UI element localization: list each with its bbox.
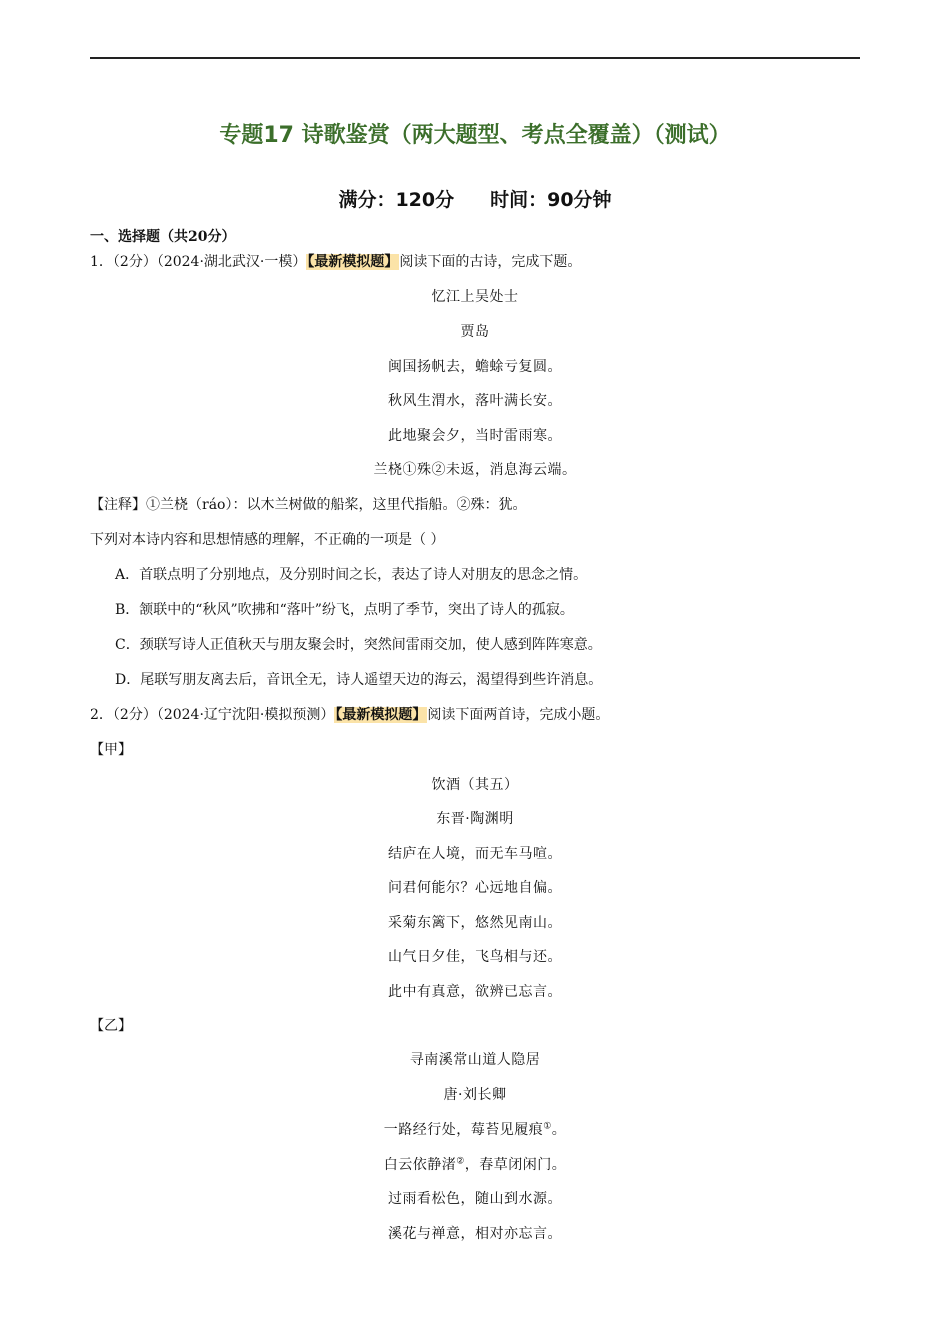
q1-question: 下列对本诗内容和思想情感的理解，不正确的一项是（ ）: [90, 532, 445, 548]
q1-option-c[interactable]: C．颈联写诗人正值秋天与朋友聚会时，突然间雷雨交加，使人感到阵阵寒意。: [115, 637, 602, 653]
full-score: 满分：120分: [338, 189, 455, 211]
section-heading: 一、选择题（共20分）: [90, 229, 236, 245]
jia-poem-line: 问君何能尔？心远地自偏。: [388, 880, 562, 896]
yi-poem-line: [90, 1155, 860, 1175]
q1-option-d[interactable]: D．尾联写朋友离去后，音讯全无，诗人遥望天边的海云，渴望得到些许消息。: [115, 672, 603, 688]
yi-poem-author: 唐·刘长卿: [443, 1087, 507, 1103]
q2-tag: 【最新模拟题】: [335, 707, 427, 723]
yi-line1-text: 一路经行处，莓苔见履痕: [383, 1122, 544, 1138]
q1-poem-line: 闽国扬帆去，蟾蜍亏复圆。: [388, 359, 562, 375]
q1-poem-line: 此地聚会夕，当时雷雨寒。: [388, 428, 562, 444]
score-time-line: [0, 185, 950, 212]
jia-poem-line: 结庐在人境，而无车马喧。: [388, 846, 562, 862]
yi-line1-end: 。: [551, 1122, 567, 1138]
yi-poem-line: 过雨看松色，随山到水源。: [388, 1191, 562, 1207]
header-rule: [90, 57, 860, 59]
q1-prefix: 1．（2分）（2024·湖北武汉·一模）: [90, 254, 307, 270]
yi-poem-line: [90, 1120, 860, 1140]
jia-poem-title: 饮酒（其五）: [431, 777, 519, 793]
q1-poem-title: 忆江上吴处士: [431, 289, 519, 305]
footnote-mark: ②: [456, 1156, 465, 1167]
jia-poem-line: 此中有真意，欲辨已忘言。: [388, 984, 562, 1000]
q1-tag: 【最新模拟题】: [307, 254, 399, 270]
jia-poem-author: 东晋·陶渊明: [436, 811, 514, 827]
q1-poem-author: 贾岛: [460, 324, 490, 340]
yi-label: 【乙】: [90, 1018, 132, 1034]
q2-text: 阅读下面两首诗，完成小题。: [427, 707, 610, 723]
q2-prefix: 2．（2分）（2024·辽宁沈阳·模拟预测）: [90, 707, 335, 723]
q1-text: 阅读下面的古诗，完成下题。: [399, 254, 582, 270]
footnote-mark: ①: [543, 1121, 552, 1132]
exam-time: 时间：90分钟: [490, 189, 612, 211]
yi-poem-title: 寻南溪常山道人隐居: [409, 1052, 541, 1068]
question-1-header: [90, 252, 860, 272]
yi-line2-text: 白云依静渚: [383, 1157, 457, 1173]
jia-poem-line: 采菊东篱下，悠然见南山。: [388, 915, 562, 931]
q1-option-a[interactable]: A．首联点明了分别地点，及分别时间之长，表达了诗人对朋友的思念之情。: [115, 567, 588, 583]
jia-label: 【甲】: [90, 742, 132, 758]
question-2-header: [90, 705, 860, 725]
q1-option-b[interactable]: B．颔联中的“秋风”吹拂和“落叶”纷飞，点明了季节，突出了诗人的孤寂。: [115, 602, 574, 618]
yi-line2-end: ，春草闭闲门。: [464, 1157, 567, 1173]
page-title: 专题17 诗歌鉴赏（两大题型、考点全覆盖）（测试）: [219, 123, 731, 148]
q1-annotation: 【注释】①兰桡（ráo）：以木兰树做的船桨，这里代指船。②殊：犹。: [90, 497, 527, 513]
jia-poem-line: 山气日夕佳，飞鸟相与还。: [388, 949, 562, 965]
yi-poem-line: 溪花与禅意，相对亦忘言。: [388, 1226, 562, 1242]
q1-poem-line: 秋风生渭水，落叶满长安。: [388, 393, 562, 409]
q1-poem-line: 兰桡①殊②未返，消息海云端。: [373, 462, 577, 478]
